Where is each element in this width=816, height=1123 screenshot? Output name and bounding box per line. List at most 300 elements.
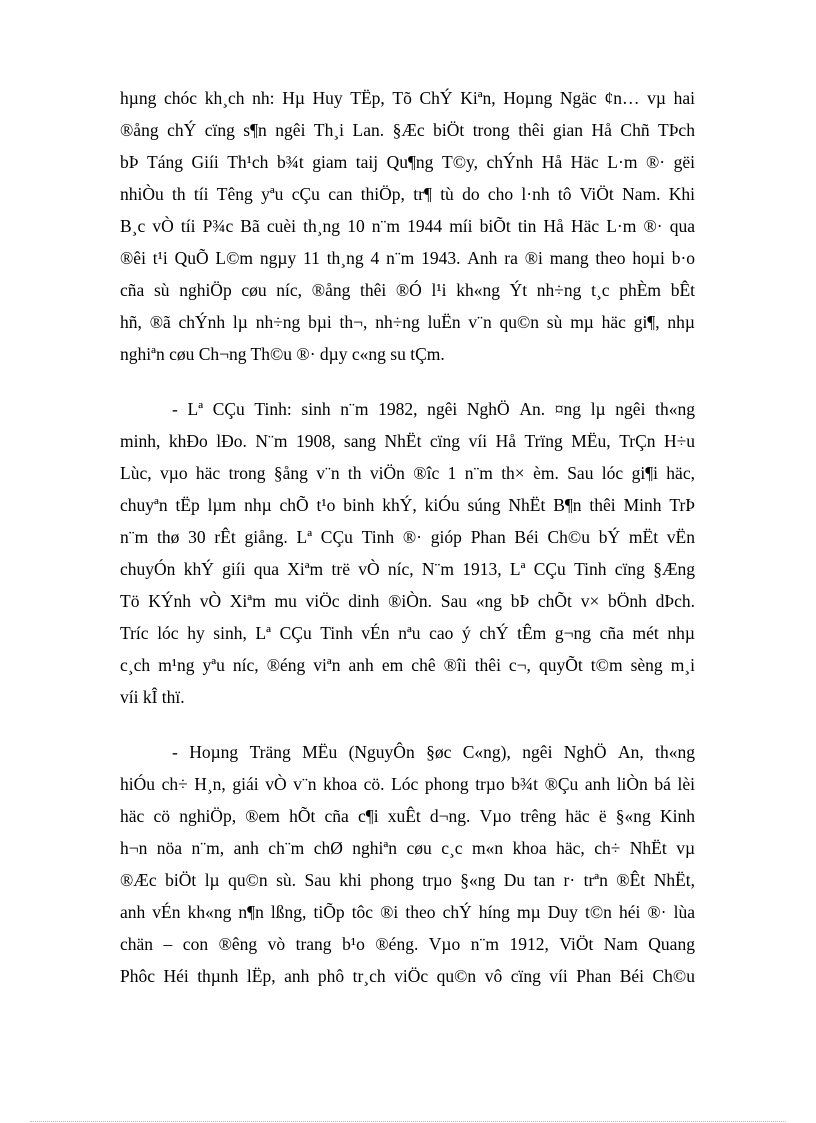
text-word: C«ng), — [462, 742, 511, 762]
text-word: vÉn — [361, 623, 390, 643]
text-word: chuyªn — [120, 495, 168, 515]
text-word: trang — [295, 934, 332, 954]
text-word: dinh — [348, 591, 380, 611]
text-word: chän — [120, 934, 154, 954]
text-word: cö. — [363, 774, 385, 794]
text-word: trêng — [520, 806, 557, 826]
text-word: NhËt, — [653, 870, 696, 890]
text-word: míi — [449, 216, 473, 236]
text-word: vÒ — [358, 559, 380, 579]
text-word: hiÓu — [120, 774, 155, 794]
text-word: Hå — [591, 120, 612, 140]
text-word: T©y, — [442, 152, 478, 172]
text-word: bÞ — [120, 152, 139, 172]
text-word: th — [347, 463, 362, 483]
text-word: ®ång — [120, 120, 159, 140]
text-word: chÕ — [279, 495, 309, 515]
text-word: dÞch. — [655, 591, 695, 611]
text-word: th× — [501, 463, 525, 483]
text-word: chØ — [313, 838, 343, 858]
text-word: nhµ — [244, 495, 272, 515]
text-word: g¬ng — [554, 623, 592, 643]
text-word: Lan. — [352, 120, 385, 140]
text-word: tôc — [351, 902, 374, 922]
text-run: nghiªn cøu Ch¬ng Th©u ®· dµy c«ng su tÇm. — [120, 344, 445, 364]
text-word: cÇu — [291, 184, 320, 204]
text-word: n¨m — [371, 216, 400, 236]
text-word: biÖt — [433, 120, 465, 140]
text-word: ®ång — [311, 280, 351, 300]
text-word: Béi — [619, 966, 644, 986]
text-word: MËu — [302, 742, 338, 762]
text-word: khoa — [512, 838, 547, 858]
text-word: Chñ — [620, 120, 650, 140]
text-word: N¨m — [255, 431, 288, 451]
text-word: viªn — [313, 655, 341, 675]
text-word: do — [462, 184, 480, 204]
text-word: Sau — [304, 870, 331, 890]
text-word: ngêi — [615, 399, 646, 419]
text-word: vËn — [666, 527, 695, 547]
text-word: thø — [157, 527, 180, 547]
text-word: d¬ng. — [429, 806, 471, 826]
text-word: ®i — [524, 248, 543, 268]
text-word: Bã — [240, 216, 260, 236]
text-word: 1982, — [378, 399, 418, 419]
text-word: v¨n — [316, 463, 340, 483]
text-word: ViÖt — [579, 184, 614, 204]
text-word: nh: — [252, 88, 275, 108]
text-word: thêi — [518, 120, 545, 140]
text-word: Träng — [249, 742, 291, 762]
text-word: Häc — [571, 216, 600, 236]
text-word: theo — [595, 248, 626, 268]
text-word: lµ — [204, 870, 220, 890]
text-word: trong — [472, 120, 510, 140]
text-word: tr¸ch — [352, 966, 386, 986]
text-word: v¨n — [468, 312, 492, 332]
text-word: Ngäc — [559, 88, 597, 108]
text-word: Khi — [668, 184, 696, 204]
text-word: m¹ng — [158, 655, 195, 675]
text-word: hñ, — [120, 312, 142, 332]
text-word: Xiªm — [229, 591, 266, 611]
text-word: - — [172, 742, 178, 762]
text-word: giíi — [222, 559, 246, 579]
text-word: ®Æc — [120, 870, 157, 890]
text-word: B¸c — [120, 216, 146, 236]
text-word: lµm — [207, 495, 237, 515]
text-word: häc — [565, 806, 590, 826]
text-word: Tríc — [120, 623, 149, 643]
text-word: MËu, — [571, 431, 611, 451]
text-word: qua — [669, 216, 695, 236]
text-word: sang — [343, 431, 376, 451]
text-word: lùa — [673, 902, 695, 922]
text-word: qu©n — [499, 312, 540, 332]
text-word: chuyÓn — [120, 559, 176, 579]
text-word: trë — [331, 559, 350, 579]
text-word: tô — [557, 184, 572, 204]
text-word: nghiªn — [352, 838, 397, 858]
text-word: Xiªm — [287, 559, 324, 579]
text-word: nhµ — [667, 623, 695, 643]
text-word: ch¨m — [268, 838, 305, 858]
text-word: xuÊt — [387, 806, 421, 826]
page-bottom-divider — [30, 1121, 786, 1122]
text-word: khÝ, — [382, 495, 417, 515]
text-word: NhËt — [384, 431, 422, 451]
text-word: mµ — [570, 312, 594, 332]
text-word: Du — [503, 870, 526, 890]
text-word: tan — [533, 870, 555, 890]
text-word: «ng — [475, 591, 503, 611]
text-word: nhiÒu — [120, 184, 164, 204]
text-word: hµng — [120, 88, 157, 108]
text-word: TrÇn — [619, 431, 656, 451]
text-word: c¸ch — [120, 655, 151, 675]
text-word: tËp — [175, 495, 200, 515]
text-word: sù. — [276, 870, 297, 890]
text-word: nghiÖp, — [179, 806, 237, 826]
text-word: tù — [440, 184, 454, 204]
text-word: ®· — [402, 527, 423, 547]
text-word: mét — [632, 623, 659, 643]
text-word: TËp, — [350, 88, 385, 108]
text-word: híng — [478, 902, 510, 922]
text-word: taij — [355, 152, 379, 172]
text-word: Nam — [603, 934, 638, 954]
text-word: 1913, — [462, 559, 502, 579]
text-word: An, — [618, 742, 644, 762]
text-word: chÝ — [442, 902, 472, 922]
text-word: Qu¶ng — [386, 152, 434, 172]
text-word: H¸n, — [194, 774, 226, 794]
text-word: Lª — [296, 527, 313, 547]
text-word: gi¶, — [633, 312, 660, 332]
text-word: An. — [519, 399, 546, 419]
text-word: bÝ — [598, 527, 621, 547]
text-word: b¾t — [511, 774, 539, 794]
text-word: tiÕp — [313, 902, 345, 922]
text-word: lóc — [601, 463, 624, 483]
text-word: biÕt — [479, 216, 511, 236]
text-word: TrÞ — [669, 495, 696, 515]
text-word: khi — [339, 870, 362, 890]
text-word: rÊt — [214, 527, 236, 547]
text-word: sèng — [630, 655, 663, 675]
text-word: mu — [274, 591, 297, 611]
text-word: ViÖt — [559, 934, 594, 954]
text-word: vô — [484, 966, 503, 986]
text-word: Tinh — [361, 527, 395, 547]
text-word: níc, — [232, 655, 259, 675]
text-word: Lª — [255, 623, 271, 643]
text-word: nghiÖp — [179, 280, 232, 300]
text-word: nhµ — [667, 312, 695, 332]
text-word: lßng, — [270, 902, 307, 922]
text-word: bÞ — [510, 591, 530, 611]
text-word: chÝ — [167, 120, 197, 140]
text-word: Duy — [547, 902, 578, 922]
text-word: §ång — [273, 463, 308, 483]
text-word: Trïng — [524, 431, 563, 451]
text-word: ®éng. — [375, 934, 419, 954]
text-word: §Æng — [653, 559, 695, 579]
text-word: lËp, — [246, 966, 276, 986]
text-word: nªu — [398, 623, 421, 643]
text-word: chÕt — [537, 591, 572, 611]
text-word: n¨m, — [191, 838, 225, 858]
text-word: víi — [468, 431, 488, 451]
text-word: thêi — [589, 495, 616, 515]
text-word: L©m — [215, 248, 253, 268]
text-word: Th¹ch — [227, 152, 269, 172]
text-word: Héi — [163, 966, 189, 986]
text-word: ChÝ — [419, 88, 453, 108]
text-word: tr¶ — [413, 184, 432, 204]
text-word: ®êi — [120, 248, 146, 268]
text-word: nh÷ng — [375, 312, 420, 332]
text-word: anh — [233, 838, 259, 858]
text-word: chÝnh — [178, 312, 226, 332]
text-word: §«ng — [615, 806, 651, 826]
text-word: mËt — [628, 527, 659, 547]
text-word: v× — [580, 591, 600, 611]
text-word: anh — [120, 902, 146, 922]
text-word: mang — [549, 248, 589, 268]
text-word: tin — [517, 216, 537, 236]
text-word: giam — [312, 152, 348, 172]
text-word: 10 — [347, 216, 365, 236]
text-word: t©n — [585, 902, 612, 922]
text-word: P¾c — [202, 216, 234, 236]
text-word: Hµ — [282, 88, 305, 108]
text-word: Lùc, — [120, 463, 152, 483]
text-word: phong — [424, 774, 469, 794]
text-word: bá — [654, 774, 671, 794]
text-word: gian — [552, 120, 584, 140]
text-word: mµ — [517, 902, 541, 922]
text-word: minh, — [120, 431, 161, 451]
text-word: Ýt — [509, 280, 528, 300]
text-word: häc — [601, 312, 626, 332]
text-word: héi — [619, 902, 641, 922]
text-word: hoµi — [632, 248, 665, 268]
text-word: Th¸i — [313, 120, 345, 140]
text-word: 1943. — [421, 248, 461, 268]
text-word: n¶n — [238, 902, 264, 922]
text-word: ch÷ — [594, 838, 621, 858]
text-word: Häc — [570, 152, 599, 172]
text-word: phÈm — [619, 280, 661, 300]
text-word: lµ — [232, 312, 248, 332]
text-word: KÝnh — [148, 591, 191, 611]
text-word: gëi — [673, 152, 695, 172]
text-word: Anh — [467, 248, 498, 268]
text-word: Tinh — [320, 623, 353, 643]
text-word: trµo — [422, 870, 452, 890]
text-word: Quang — [648, 934, 695, 954]
text-word: m¸i — [670, 655, 695, 675]
text-word: häc, — [556, 838, 585, 858]
text-word: n¨m — [386, 248, 415, 268]
text-word: h¬n — [120, 838, 148, 858]
text-word: c¬, — [508, 655, 531, 675]
text-word: Minh — [623, 495, 662, 515]
text-word: chê — [411, 655, 436, 675]
text-word: sù — [154, 280, 170, 300]
text-word: ®Êt — [616, 870, 646, 890]
text-word: H÷u — [664, 431, 695, 451]
text-word: can — [328, 184, 353, 204]
text-word: QuÕ — [174, 248, 209, 268]
text-word: cïng — [204, 120, 235, 140]
text-word: quyÕt — [539, 655, 583, 675]
text-word: Têng — [216, 184, 253, 204]
text-word: (NguyÔn — [348, 742, 415, 762]
text-word: trªn — [583, 870, 608, 890]
text-word: t¹i — [152, 248, 168, 268]
text-word: ngêi — [427, 399, 458, 419]
text-word: gióp — [430, 527, 462, 547]
text-word: th¸ng — [326, 248, 364, 268]
text-word: – — [163, 934, 173, 954]
text-word: Sau — [567, 463, 594, 483]
text-word: cuèi — [266, 216, 297, 236]
text-word: CÇu — [212, 399, 245, 419]
text-word: phong — [370, 870, 414, 890]
text-word: Táng — [147, 152, 183, 172]
text-word: Hå — [541, 152, 563, 172]
text-word: Ch©u — [652, 966, 695, 986]
text-word: l¹i — [431, 280, 447, 300]
text-word: hy — [187, 623, 205, 643]
text-word: biÖt — [165, 870, 197, 890]
text-word: cïng — [429, 431, 461, 451]
text-word: b·o — [671, 248, 696, 268]
text-word: trong — [228, 463, 266, 483]
text-word: v¨n — [293, 774, 317, 794]
text-word: trµo — [475, 774, 505, 794]
text-word: vÒ — [199, 591, 222, 611]
text-word: ¤ng — [554, 399, 582, 419]
text-word: vò — [267, 934, 286, 954]
text-word: ®Çu — [544, 774, 579, 794]
text-word: nh÷ng — [255, 312, 301, 332]
text-word: häc — [120, 806, 145, 826]
text-word: liÒn — [616, 774, 648, 794]
text-word: Kinh — [660, 806, 695, 826]
text-word: vµ — [676, 838, 696, 858]
text-word: §«ng — [460, 870, 496, 890]
text-word: sinh — [301, 399, 331, 419]
text-word: s¶n — [243, 120, 267, 140]
text-word: chÝnh — [486, 152, 534, 172]
text-word: NhËt — [629, 838, 667, 858]
text-word: b¹o — [342, 934, 365, 954]
text-word: ch÷ — [161, 774, 188, 794]
text-word: 1908, — [296, 431, 336, 451]
text-word: B¶n — [553, 495, 582, 515]
text-word: l·nh — [521, 184, 550, 204]
text-word: giái — [232, 774, 259, 794]
text-word: n¨m — [340, 399, 369, 419]
text-word: Vµo — [479, 806, 512, 826]
text-word: th«ng — [655, 742, 695, 762]
text-word: cho — [487, 184, 514, 204]
text-word: ®i — [380, 902, 399, 922]
text-word: nöa — [156, 838, 183, 858]
text-word: 4 — [370, 248, 380, 268]
text-word: èm. — [533, 463, 559, 483]
text-word: cøu — [241, 280, 267, 300]
text-word: chóc — [164, 88, 198, 108]
text-word: NghÖ — [563, 742, 607, 762]
text-run: víi kÎ thï. — [120, 687, 185, 707]
text-word: lóc — [157, 623, 179, 643]
text-word: con — [182, 934, 209, 954]
text-word: sù — [546, 312, 563, 332]
text-word: Phan — [576, 966, 612, 986]
text-word: t©m — [590, 655, 623, 675]
text-word: L·m — [606, 216, 637, 236]
text-word: kh¸ch — [204, 88, 245, 108]
text-word: c¸c — [441, 838, 463, 858]
text-word: níc, — [276, 280, 303, 300]
text-word: Hoµng — [503, 88, 553, 108]
text-word: ngµy — [259, 248, 297, 268]
text-word: bÖnh — [608, 591, 647, 611]
text-word: CÇu — [533, 559, 566, 579]
text-word: anh — [348, 655, 374, 675]
text-word: tíi — [180, 216, 196, 236]
text-word: ®· — [646, 152, 666, 172]
text-word: ®îi — [443, 655, 467, 675]
text-word: Tõ — [392, 88, 412, 108]
text-word: L·m — [607, 152, 638, 172]
text-word: Hå — [543, 216, 564, 236]
text-word: Kiªn, — [460, 88, 496, 108]
text-word: luËn — [427, 312, 461, 332]
text-word: qua — [253, 559, 279, 579]
text-word: súng — [467, 495, 501, 515]
text-word: TÞch — [658, 120, 695, 140]
text-word: ®iÒn. — [388, 591, 433, 611]
text-word: khÝ — [183, 559, 214, 579]
text-word: Vµo — [428, 934, 461, 954]
text-word: hÕt — [289, 806, 316, 826]
text-word: Nam. — [622, 184, 661, 204]
text-word: ngêi — [522, 742, 553, 762]
text-word: ®éng — [266, 655, 306, 675]
text-word: chÝ — [479, 623, 509, 643]
text-word: Lª — [509, 559, 526, 579]
text-word: thêi — [474, 655, 501, 675]
text-word: Lª — [187, 399, 204, 419]
text-word: lèi — [677, 774, 695, 794]
text-word: Sau — [440, 591, 468, 611]
text-word: víi — [549, 966, 568, 986]
text-word: gi¶i — [631, 463, 658, 483]
text-word: ë — [598, 806, 607, 826]
text-word: vÉn — [152, 902, 181, 922]
text-word: Tinh: — [254, 399, 292, 419]
text-word: viÖn — [369, 463, 405, 483]
text-word: yªu — [202, 655, 225, 675]
text-word: th — [172, 184, 186, 204]
text-word: hai — [673, 88, 695, 108]
